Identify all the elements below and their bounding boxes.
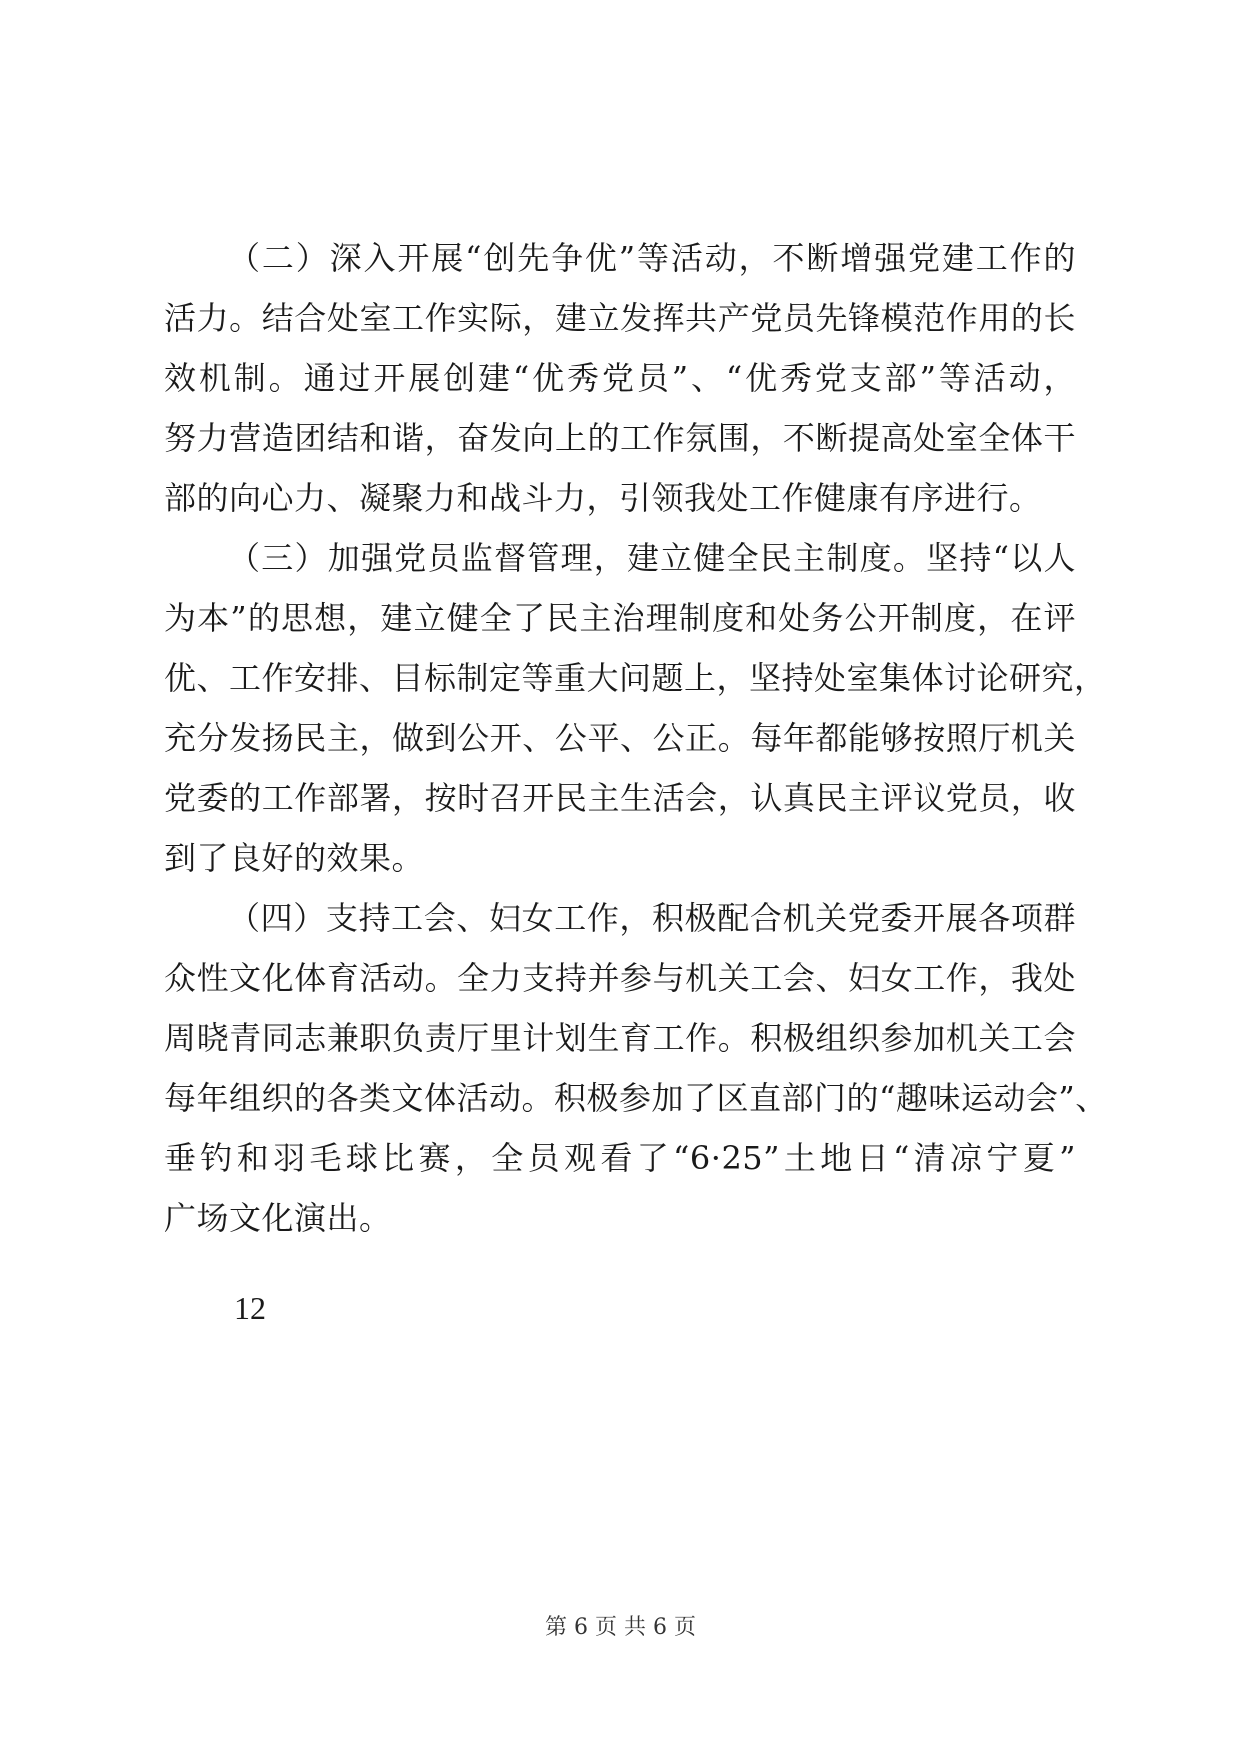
paragraph-2-line-2: 活力。结合处室工作实际，建立发挥共产党员先锋模范作用的长 (164, 299, 1076, 337)
paragraph-4-line-3: 周晓青同志兼职负责厅里计划生育工作。积极组织参加机关工会 (164, 1019, 1076, 1057)
paragraph-4-line-4: 每年组织的各类文体活动。积极参加了区直部门的“趣味运动会”、 (164, 1079, 1108, 1117)
paragraph-4-line-2: 众性文化体育活动。全力支持并参与机关工会、妇女工作，我处 (164, 959, 1076, 997)
inline-page-number: 12 (234, 1290, 266, 1326)
paragraph-2-line-4: 努力营造团结和谐，奋发向上的工作氛围，不断提高处室全体干 (164, 419, 1076, 457)
body-text (164, 228, 1108, 1248)
paragraph-2-line-5: 部的向心力、凝聚力和战斗力，引领我处工作健康有序进行。 (164, 479, 1042, 517)
page-footer: 第 6 页 共 6 页 (545, 1615, 696, 1640)
paragraph-3-line-4: 充分发扬民主，做到公开、公平、公正。每年都能够按照厅机关 (164, 719, 1076, 757)
paragraph-3-line-2: 为本”的思想，建立健全了民主治理制度和处务公开制度，在评 (164, 599, 1076, 637)
paragraph-2-line-1: （二）深入开展“创先争优”等活动，不断增强党建工作的 (228, 239, 1076, 277)
paragraph-4-line-5: 垂钓和羽毛球比赛，全员观看了“6·25”土地日“清凉宁夏” (164, 1139, 1076, 1177)
paragraph-3-line-1: （三）加强党员监督管理，建立健全民主制度。坚持“以人 (228, 539, 1076, 577)
paragraph-4-line-1: （四）支持工会、妇女工作，积极配合机关党委开展各项群 (228, 899, 1076, 937)
paragraph-4-line-6: 广场文化演出。 (164, 1199, 392, 1237)
paragraph-3-line-5: 党委的工作部署，按时召开民主生活会，认真民主评议党员，收 (164, 779, 1076, 817)
paragraph-2-line-3: 效机制。通过开展创建“优秀党员”、“优秀党支部”等活动， (164, 359, 1076, 397)
paragraph-3-line-6: 到了良好的效果。 (164, 839, 425, 877)
paragraph-3-line-3: 优、工作安排、目标制定等重大问题上，坚持处室集体讨论研究， (164, 659, 1107, 697)
